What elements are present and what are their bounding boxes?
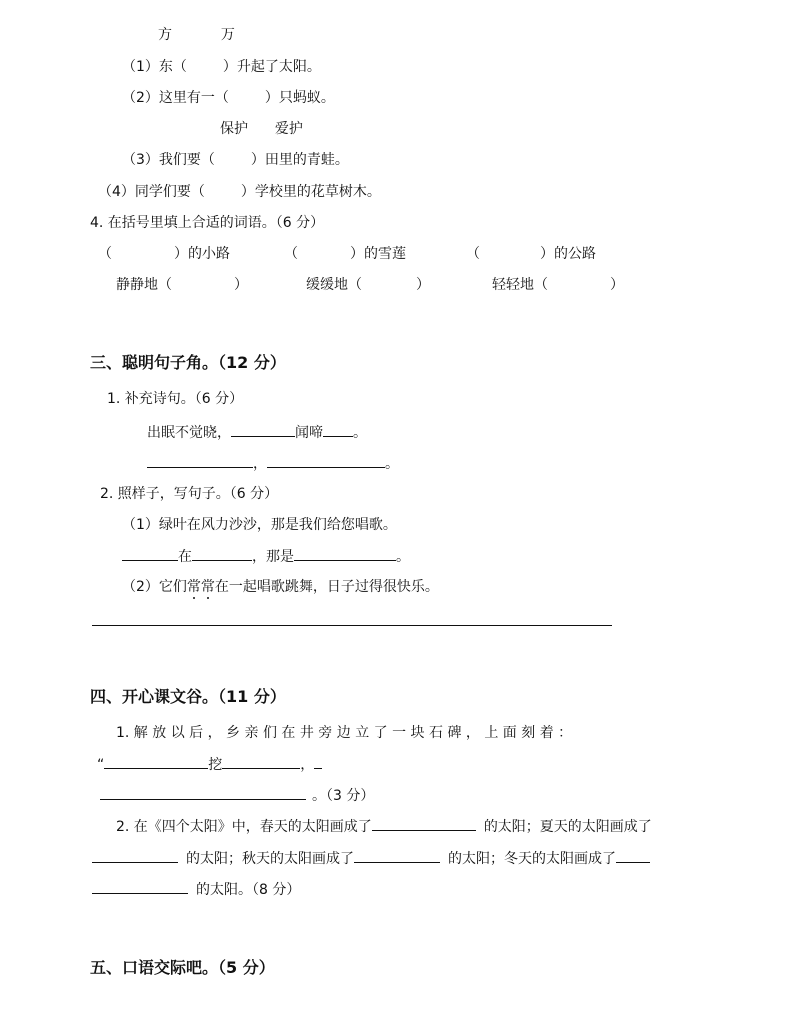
answer-blank[interactable] <box>215 150 251 164</box>
section-4-heading: 四、开心课文谷。（11 分） <box>90 687 286 706</box>
answer-blank[interactable] <box>229 88 265 102</box>
q3-line-4: （4）同学们要（ ）学校里的花草树木。 <box>98 184 381 200</box>
poem-line-2: ， 。 <box>147 453 399 474</box>
word-choice-1 <box>158 25 235 45</box>
answer-blank[interactable] <box>192 546 252 561</box>
answer-blank[interactable] <box>147 453 253 468</box>
q3-line-3: （3）我们要（ ）田里的青蛙。 <box>122 152 349 168</box>
sec4-q1-line1: 1. 解 放 以 后 ， 乡 亲 们 在 井 旁 边 立 了 一 块 石 碑 ， 上 面 刻 着 ： <box>116 725 573 741</box>
answer-blank[interactable] <box>231 422 295 437</box>
q4-row2-item1: 静静地（ ） <box>116 277 248 293</box>
sec4-q1-line2: “ 挖 ， <box>97 754 322 775</box>
emphasis-char: 常 <box>200 579 215 595</box>
q3-line-2: （2）这里有一（ ）只蚂蚁。 <box>122 90 335 106</box>
sec4-q2-line3: 的太阳。（8 分） <box>92 879 300 900</box>
word-baohu: 保护 <box>220 121 248 137</box>
answer-blank[interactable] <box>323 422 353 437</box>
word-wan: 万 <box>220 27 235 43</box>
answer-line[interactable] <box>92 625 612 626</box>
q4-title: 4. 在括号里填上合适的词语。（6 分） <box>90 215 325 231</box>
answer-blank[interactable] <box>354 848 440 863</box>
emphasis-char: 常 <box>186 579 201 595</box>
answer-blank[interactable] <box>314 754 322 769</box>
example-sentence-2: （2）它们常常在一起唱歌跳舞，日子过得很快乐。 <box>122 579 439 595</box>
q4-row2-item2: 缓缓地（ ） <box>306 277 430 293</box>
imitate-line: 在 ，那是 。 <box>122 546 410 567</box>
answer-blank[interactable] <box>294 546 396 561</box>
answer-blank[interactable] <box>187 57 223 71</box>
answer-blank[interactable] <box>205 182 241 196</box>
section-5-heading: 五、口语交际吧。（5 分） <box>90 958 275 977</box>
answer-blank[interactable] <box>104 754 208 769</box>
example-sentence-1: （1）绿叶在风力沙沙，那是我们给您唱歌。 <box>122 517 397 533</box>
answer-blank[interactable] <box>616 848 650 863</box>
answer-blank[interactable] <box>92 879 188 894</box>
answer-blank[interactable] <box>267 453 385 468</box>
q4-row1-item1: （ ）的小路 <box>98 246 230 262</box>
sec3-q1-title: 1. 补充诗句。（6 分） <box>107 391 244 407</box>
word-fang: 方 <box>158 27 172 43</box>
sec4-q2-line1: 2. 在《四个太阳》中，春天的太阳画成了 的太阳；夏天的太阳画成了 <box>116 816 652 837</box>
poem-line-1: 出眠不觉晓， 闻啼 。 <box>147 422 367 443</box>
q3-line-1: （1）东（ ）升起了太阳。 <box>122 59 321 75</box>
answer-blank[interactable] <box>122 546 178 561</box>
word-aihu: 爱护 <box>274 121 303 137</box>
sec3-q2-title: 2. 照样子，写句子。（6 分） <box>100 486 279 502</box>
word-choice-2 <box>220 119 303 139</box>
sec4-q1-line3: 。（3 分） <box>100 785 374 806</box>
answer-blank[interactable] <box>222 754 300 769</box>
answer-blank[interactable] <box>100 785 306 800</box>
sec4-q2-line2: 的太阳；秋天的太阳画成了 的太阳；冬天的太阳画成了 <box>92 848 650 869</box>
answer-blank[interactable] <box>92 848 178 863</box>
q4-row1-item3: （ ）的公路 <box>466 246 596 262</box>
q4-row1-item2: （ ）的雪莲 <box>284 246 406 262</box>
q4-row2-item3: 轻轻地（ ） <box>492 277 624 293</box>
answer-blank[interactable] <box>372 816 476 831</box>
section-3-heading: 三、聪明句子角。（12 分） <box>90 353 286 372</box>
